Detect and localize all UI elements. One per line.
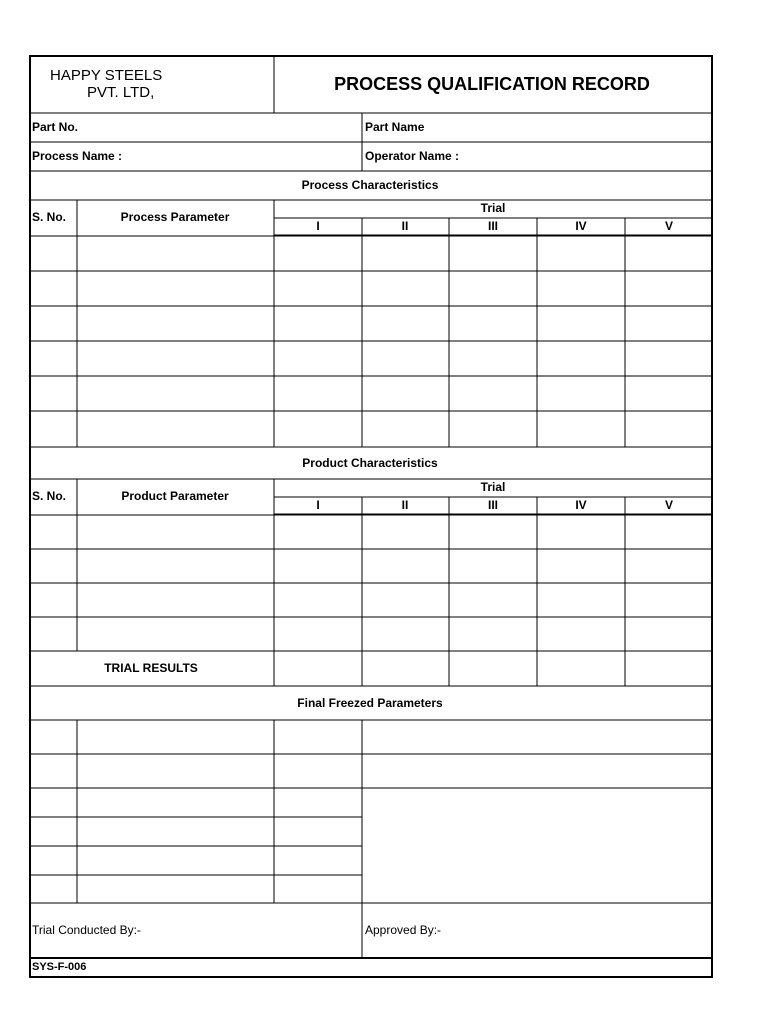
product-trial-col-1: I bbox=[316, 498, 320, 512]
part-name-label[interactable]: Part Name bbox=[365, 120, 425, 134]
process-name-label[interactable]: Process Name : bbox=[32, 149, 123, 163]
product-characteristics-title: Product Characteristics bbox=[302, 456, 438, 470]
trial-results-label: TRIAL RESULTS bbox=[104, 661, 198, 675]
process-parameter-header: Process Parameter bbox=[120, 210, 230, 224]
process-characteristics-title: Process Characteristics bbox=[301, 178, 439, 192]
part-no-label[interactable]: Part No. bbox=[32, 120, 79, 134]
approved-by-label[interactable]: Approved By:- bbox=[365, 923, 442, 937]
trial-conducted-by-label[interactable]: Trial Conducted By:- bbox=[32, 923, 141, 937]
company-name-line2: PVT. LTD, bbox=[87, 84, 155, 101]
product-trial-header: Trial bbox=[480, 480, 506, 494]
final-freezed-parameters-title: Final Freezed Parameters bbox=[297, 696, 443, 710]
product-sno-header: S. No. bbox=[32, 489, 67, 503]
form-code: SYS-F-006 bbox=[32, 961, 87, 973]
qualification-form bbox=[29, 55, 713, 978]
process-trial-header: Trial bbox=[480, 201, 506, 215]
company-name-line1: HAPPY STEELS bbox=[50, 67, 163, 84]
process-trial-col-4: IV bbox=[575, 219, 587, 233]
form-title: PROCESS QUALIFICATION RECORD bbox=[334, 74, 650, 94]
product-parameter-header: Product Parameter bbox=[121, 489, 229, 503]
product-trial-col-5: V bbox=[664, 498, 674, 512]
product-trial-col-3: III bbox=[487, 498, 499, 512]
process-sno-header: S. No. bbox=[32, 210, 67, 224]
process-trial-col-5: V bbox=[664, 219, 674, 233]
process-trial-col-3: III bbox=[487, 219, 499, 233]
operator-name-label[interactable]: Operator Name : bbox=[365, 149, 460, 163]
process-trial-col-2: II bbox=[401, 219, 409, 233]
process-trial-col-1: I bbox=[316, 219, 320, 233]
product-trial-col-2: II bbox=[401, 498, 409, 512]
product-trial-col-4: IV bbox=[575, 498, 587, 512]
form-grid-lines bbox=[29, 55, 713, 978]
